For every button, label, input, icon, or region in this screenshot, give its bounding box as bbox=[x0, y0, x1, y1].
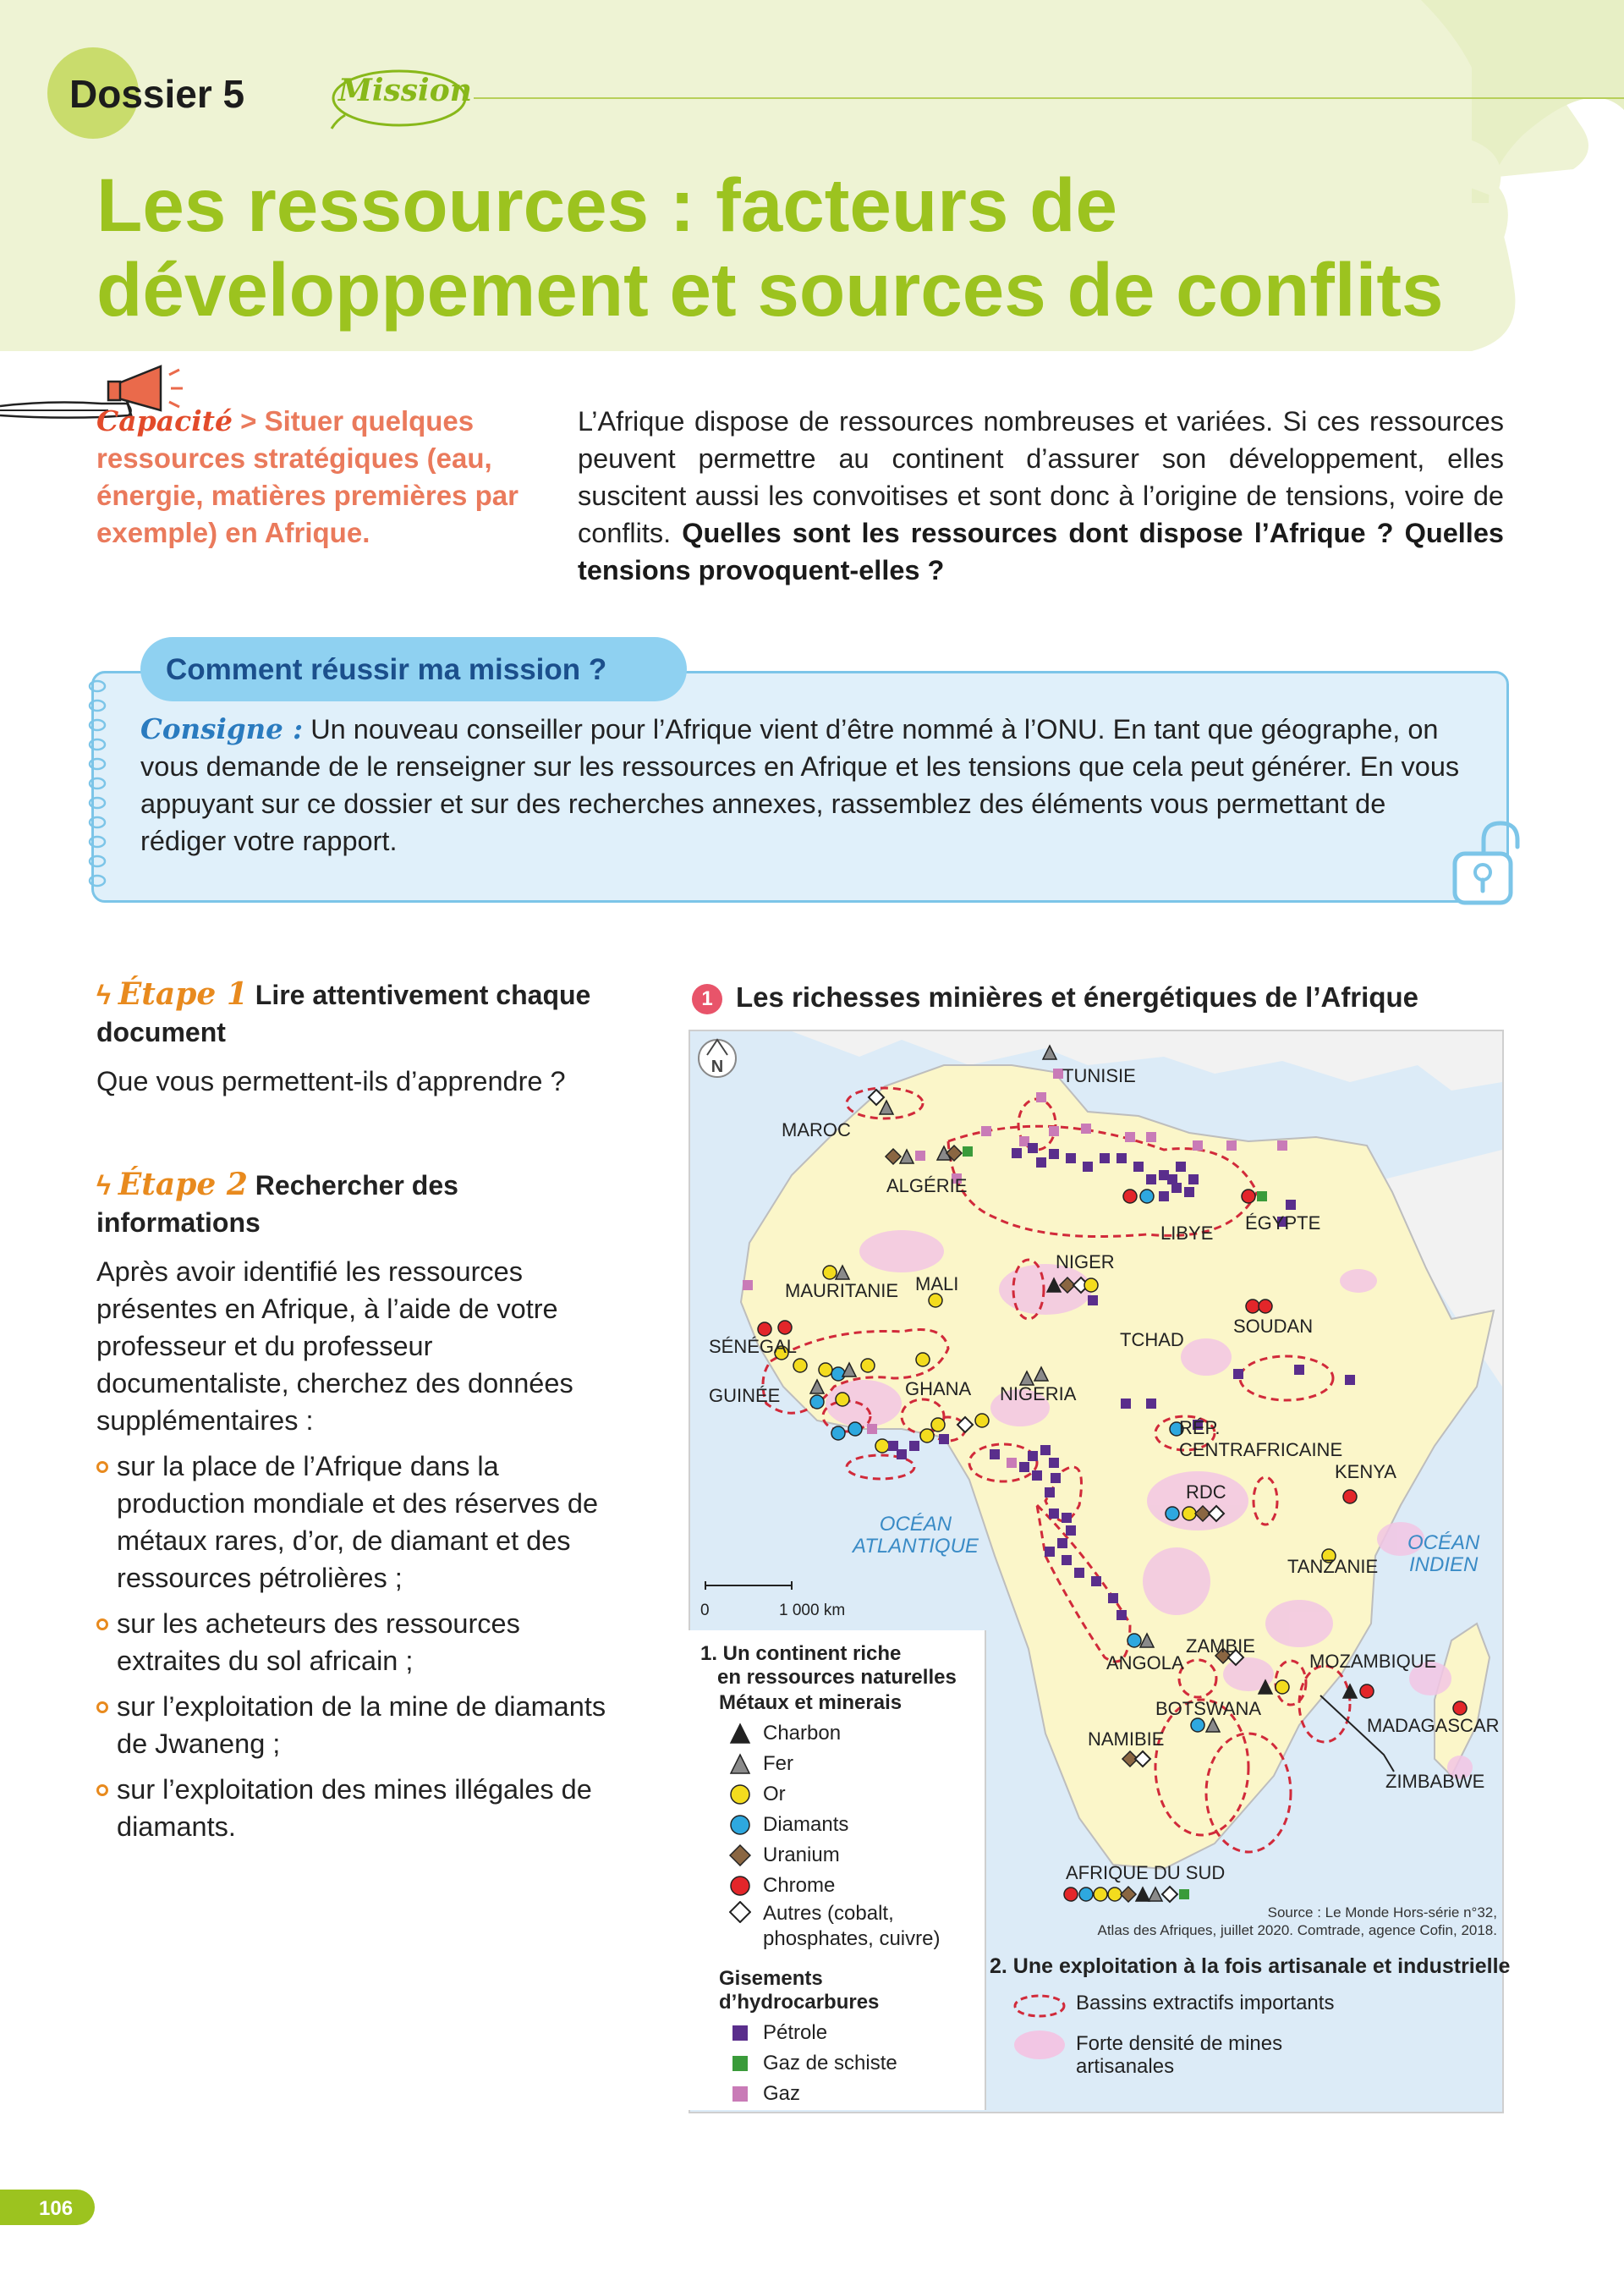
legend-metaux-title: Métaux et minerais bbox=[719, 1691, 903, 1714]
map-marker-pétrole bbox=[1028, 1451, 1038, 1461]
map-marker-or bbox=[1182, 1507, 1196, 1520]
page-number: 106 bbox=[39, 2197, 74, 2220]
etape-2-text: Après avoir identifié les ressources présentes en Afrique, à l’aide de votre professeur et du professeur documentaliste, cherchez des données supplémentaires : bbox=[96, 1256, 573, 1436]
legend-item-label: Diamants bbox=[763, 1813, 849, 1836]
bolt-icon: ϟ bbox=[96, 980, 111, 1010]
metal-legend-item bbox=[729, 1718, 957, 1749]
spiral-ring bbox=[90, 856, 105, 866]
mines-legend-symbol bbox=[1012, 2029, 1067, 2061]
country-tchad: TCHAD bbox=[1120, 1329, 1184, 1350]
legend-item-label: Fer bbox=[763, 1752, 793, 1775]
page-title-line-1: Les ressources : facteurs de bbox=[96, 162, 1118, 247]
scale-zero: 0 bbox=[700, 1602, 710, 1619]
map-marker-gaz bbox=[1226, 1140, 1237, 1151]
page-title bbox=[96, 162, 1450, 332]
map-marker-diamants bbox=[810, 1395, 824, 1409]
dossier-label: Dossier 5 bbox=[69, 72, 245, 116]
country-algerie: ALGÉRIE bbox=[886, 1175, 968, 1196]
map-marker-pétrole bbox=[1345, 1375, 1355, 1385]
intro-question: Quelles sont les ressources dont dispose l’Afrique ? Quelles tensions provoquent-elles ? bbox=[578, 518, 1504, 585]
legend-symbol-icon bbox=[729, 1783, 751, 1805]
map-marker-pétrole bbox=[1045, 1547, 1055, 1557]
map-marker-or bbox=[929, 1294, 942, 1307]
map-marker-pétrole bbox=[1188, 1174, 1199, 1184]
scale-label: 1 000 km bbox=[779, 1602, 846, 1619]
hydrocarbon-legend-item bbox=[729, 2048, 957, 2079]
map-marker-diamants bbox=[831, 1367, 845, 1381]
country-mauritanie: MAURITANIE bbox=[785, 1280, 899, 1301]
legend-section-1-title: 1. Un continent riche en ressources naturelles bbox=[700, 1642, 957, 1689]
legend-item-label: Gaz de schiste bbox=[763, 2052, 897, 2074]
spiral-ring bbox=[90, 876, 105, 886]
etape-2-label: Étape 2 bbox=[118, 1167, 248, 1202]
map-marker-diamants bbox=[1127, 1634, 1141, 1647]
map-marker-or bbox=[793, 1359, 807, 1372]
map-marker-pétrole bbox=[1049, 1458, 1059, 1468]
list-item: sur l’exploitation des mines illégales de diamants. bbox=[96, 1771, 621, 1845]
map-marker-gaz bbox=[1081, 1124, 1091, 1134]
legend-item-label: Charbon bbox=[763, 1722, 842, 1745]
country-zimbabwe: ZIMBABWE bbox=[1385, 1771, 1485, 1792]
spiral-ring bbox=[90, 701, 105, 711]
basin-legend-symbol bbox=[1012, 1992, 1067, 2020]
map-source: Source : Le Monde Hors-série n°32, Atlas des Afriques, juillet 2020. Comtrade, agence Cofin, 2018. bbox=[1097, 1904, 1497, 1938]
etape-2-list bbox=[96, 1448, 621, 1845]
map-marker-gaz bbox=[1007, 1458, 1017, 1468]
country-zambie: ZAMBIE bbox=[1186, 1635, 1255, 1657]
legend-symbol-icon bbox=[729, 2052, 751, 2074]
map-marker-or bbox=[875, 1439, 889, 1453]
legend-item-label: Chrome bbox=[763, 1874, 836, 1897]
notebook-spiral bbox=[85, 671, 110, 899]
legend-content bbox=[700, 1642, 957, 2109]
map-marker-pétrole bbox=[1091, 1576, 1101, 1586]
map-marker-pétrole bbox=[1146, 1174, 1156, 1184]
list-item: sur l’exploitation de la mine de diamants de Jwaneng ; bbox=[96, 1688, 621, 1762]
map-marker-or bbox=[1276, 1680, 1289, 1694]
map-marker-or bbox=[1094, 1888, 1107, 1901]
map-marker-gaz bbox=[1193, 1140, 1203, 1151]
map-marker-or bbox=[819, 1363, 832, 1377]
list-item: sur les acheteurs des ressources extraites du sol africain ; bbox=[96, 1605, 621, 1679]
map-marker-or bbox=[836, 1393, 849, 1406]
map-marker-chrome bbox=[1360, 1684, 1374, 1698]
country-angola: ANGOLA bbox=[1106, 1652, 1184, 1673]
map-marker-pétrole bbox=[1146, 1399, 1156, 1409]
intro-paragraph bbox=[578, 403, 1504, 589]
map-marker-pétrole bbox=[1088, 1295, 1098, 1305]
country-madagascar: MADAGASCAR bbox=[1367, 1715, 1500, 1736]
etape-2 bbox=[96, 1166, 621, 1854]
map-marker-gaz bbox=[743, 1280, 753, 1290]
map-marker-pétrole bbox=[909, 1441, 919, 1451]
spiral-ring bbox=[90, 837, 105, 847]
map-marker-pétrole bbox=[990, 1449, 1000, 1459]
map-marker-chrome bbox=[1259, 1300, 1272, 1313]
country-guinee: GUINÉE bbox=[709, 1385, 781, 1406]
map-marker-pétrole bbox=[1133, 1162, 1144, 1172]
etape-1 bbox=[96, 975, 621, 1100]
map-marker-gaz bbox=[1125, 1132, 1135, 1142]
map-marker-pétrole bbox=[1159, 1191, 1169, 1201]
map-marker-pétrole bbox=[1019, 1462, 1029, 1472]
country-namibie: NAMIBIE bbox=[1088, 1728, 1165, 1750]
metal-legend-item bbox=[729, 1779, 957, 1810]
map-marker-chrome bbox=[758, 1322, 771, 1336]
map-marker-pétrole bbox=[939, 1434, 949, 1444]
legend-section-2-title: 2. Une exploitation à la fois artisanale et industrielle bbox=[990, 1954, 1511, 1978]
header-rule bbox=[474, 97, 1624, 99]
legend-symbol-icon bbox=[729, 1901, 751, 1923]
map-marker-pétrole bbox=[897, 1449, 907, 1459]
legend-item-label: Gaz bbox=[763, 2082, 801, 2105]
map-marker-pétrole bbox=[1045, 1487, 1055, 1497]
map-marker-diamants bbox=[1166, 1507, 1179, 1520]
map-marker-or bbox=[920, 1429, 934, 1442]
etape-2-heading bbox=[96, 1166, 621, 1241]
country-niger: NIGER bbox=[1056, 1251, 1115, 1272]
map-marker-pétrole bbox=[1108, 1593, 1118, 1603]
map-marker-pétrole bbox=[1032, 1470, 1042, 1481]
map-marker-or bbox=[931, 1418, 945, 1431]
map-marker-pétrole bbox=[1074, 1568, 1084, 1578]
north-arrow-label: N bbox=[710, 1058, 724, 1076]
country-maroc: MAROC bbox=[782, 1119, 851, 1140]
map-marker-diamants bbox=[848, 1422, 862, 1436]
country-libye: LIBYE bbox=[1160, 1223, 1214, 1244]
map-marker-gaz bbox=[1277, 1140, 1287, 1151]
intro-text: L’Afrique dispose de ressources nombreuses et variées. Si ces ressources peuvent permettre au continent d’assurer son développement, elles suscitent aussi les convoitises et sont donc à l’origine de tensions, voire de conflits. bbox=[578, 406, 1504, 548]
map-marker-pétrole bbox=[1049, 1149, 1059, 1159]
map-marker-diamants bbox=[1079, 1888, 1093, 1901]
country-soudan: SOUDAN bbox=[1233, 1316, 1314, 1337]
legend-symbol-icon bbox=[729, 1814, 751, 1836]
metal-legend-item bbox=[729, 1749, 957, 1779]
map-marker-gaz bbox=[1036, 1092, 1046, 1102]
map-marker-gaz bbox=[981, 1126, 991, 1136]
legend-item-label: Uranium bbox=[763, 1844, 840, 1866]
legend-item-label: Or bbox=[763, 1783, 786, 1805]
map-marker-or bbox=[916, 1353, 930, 1366]
mission-tab-title: Comment réussir ma mission ? bbox=[166, 653, 607, 686]
etape-1-text: Que vous permettent-ils d’apprendre ? bbox=[96, 1066, 566, 1096]
map-marker-diamants bbox=[1191, 1718, 1204, 1732]
map-marker-pétrole bbox=[1294, 1365, 1304, 1375]
map-marker-pétrole bbox=[1062, 1513, 1072, 1523]
figure-number: 1 bbox=[692, 984, 722, 1014]
map-marker-or bbox=[1084, 1278, 1098, 1292]
map-marker-or bbox=[975, 1414, 989, 1427]
country-rdc: RDC bbox=[1186, 1481, 1226, 1503]
map-marker-pétrole bbox=[1176, 1162, 1186, 1172]
bolt-icon: ϟ bbox=[96, 1170, 111, 1201]
metal-legend-item bbox=[729, 1810, 957, 1840]
legend-item-label: Autres (cobalt, phosphates, cuivre) bbox=[763, 1902, 941, 1950]
spiral-ring bbox=[90, 720, 105, 730]
country-nigeria: NIGERIA bbox=[1000, 1383, 1077, 1404]
map-marker-pétrole bbox=[1057, 1538, 1067, 1548]
map-marker-or bbox=[861, 1359, 875, 1372]
ocean-atlantique: OCÉAN ATLANTIQUE bbox=[853, 1513, 979, 1558]
country-afrique-du-sud: AFRIQUE DU SUD bbox=[1066, 1862, 1226, 1883]
capacite-text: Situer quelques ressources stratégiques (eau, énergie, matières premières par exemple) en Afrique. bbox=[96, 405, 518, 548]
legend-symbol-icon bbox=[729, 2022, 751, 2044]
map-marker-chrome bbox=[1123, 1190, 1137, 1203]
map-marker-pétrole bbox=[1062, 1555, 1072, 1565]
unlock-icon bbox=[1448, 816, 1524, 908]
country-egypte: ÉGYPTE bbox=[1245, 1212, 1321, 1234]
map-marker-pétrole bbox=[1121, 1399, 1131, 1409]
legend-hydro-title: Gisements d’hydrocarbures bbox=[719, 1967, 880, 2014]
map-marker-gaz bbox=[1179, 1889, 1189, 1899]
map-marker-diamants bbox=[1140, 1190, 1154, 1203]
metal-legend-item bbox=[729, 1840, 957, 1871]
map-marker-gaz bbox=[1049, 1126, 1059, 1136]
figure-title: Les richesses minières et énergétiques de l’Afrique bbox=[736, 981, 1418, 1013]
map-marker-gaz bbox=[867, 1424, 877, 1434]
legend-symbol-icon bbox=[729, 1753, 751, 1775]
legend-hydro-list bbox=[729, 2018, 957, 2109]
map-marker-pétrole bbox=[1051, 1473, 1061, 1483]
legend-symbol-icon bbox=[729, 1723, 751, 1745]
etape-2-title: Rechercher des informations bbox=[96, 1170, 458, 1238]
etape-1-title: Lire attentivement chaque document bbox=[96, 980, 591, 1047]
map-marker-chrome bbox=[1246, 1300, 1259, 1313]
etape-1-heading bbox=[96, 975, 621, 1051]
map-marker-chrome bbox=[778, 1321, 792, 1334]
hydrocarbon-legend-item bbox=[729, 2079, 957, 2109]
metal-legend-item bbox=[729, 1871, 957, 1901]
spiral-ring bbox=[90, 778, 105, 789]
map-marker-pétrole bbox=[1012, 1148, 1022, 1158]
map-marker-gaz bbox=[915, 1151, 925, 1161]
metal-legend-item bbox=[729, 1901, 957, 1952]
country-kenya: KENYA bbox=[1335, 1461, 1396, 1482]
map-marker-pétrole bbox=[1083, 1162, 1093, 1172]
consigne-paragraph bbox=[140, 711, 1463, 860]
map-marker-pétrole bbox=[1040, 1445, 1051, 1455]
country-ghana: GHANA bbox=[905, 1378, 972, 1399]
capacite-label: Capacité bbox=[96, 404, 233, 437]
list-item: sur la place de l’Afrique dans la production mondiale et des réserves de métaux rares, d’or, de diamant et des ressources pétrolières ; bbox=[96, 1448, 621, 1596]
etape-1-label: Étape 1 bbox=[118, 976, 248, 1012]
map-marker-pétrole bbox=[1066, 1153, 1076, 1163]
map-marker-gaz bbox=[963, 1146, 973, 1157]
legend-mines-label: Forte densité de mines artisanales bbox=[1076, 2032, 1283, 2078]
map-marker-diamants bbox=[831, 1426, 845, 1440]
map-marker-or bbox=[823, 1266, 837, 1279]
country-senegal: SÉNÉGAL bbox=[709, 1336, 797, 1357]
legend-symbol-icon bbox=[729, 1844, 751, 1866]
country-tanzanie: TANZANIE bbox=[1287, 1556, 1379, 1577]
country-mali: MALI bbox=[915, 1273, 959, 1294]
mission-badge-text: Mission bbox=[338, 73, 472, 108]
map-marker-pétrole bbox=[1049, 1508, 1059, 1519]
map-marker-pétrole bbox=[1100, 1153, 1110, 1163]
country-rca: RÉP. CENTRAFRICAINE bbox=[1179, 1417, 1343, 1460]
map-marker-pétrole bbox=[1116, 1610, 1127, 1620]
consigne-text: Un nouveau conseiller pour l’Afrique vient d’être nommé à l’ONU. En tant que géographe, on vous demande de le renseigner sur les ressources en Afrique et les tensions que cela peut générer. En vous appuyant sur ce dossier et sur des recherches annexes, rassemblez des éléments vous permettant de rédiger votre rapport. bbox=[140, 714, 1460, 856]
map-marker-pétrole bbox=[1116, 1153, 1127, 1163]
hydrocarbon-legend-item bbox=[729, 2018, 957, 2048]
map-marker-or bbox=[1108, 1888, 1122, 1901]
legend-symbol-icon bbox=[729, 2083, 751, 2105]
consigne-label: Consigne : bbox=[140, 712, 304, 745]
capacite-block bbox=[96, 403, 536, 552]
map-marker-chrome bbox=[1343, 1490, 1357, 1503]
legend-item-label: Pétrole bbox=[763, 2021, 828, 2044]
map-legend bbox=[689, 1630, 986, 2110]
ocean-indien: OCÉAN INDIEN bbox=[1407, 1531, 1480, 1576]
spiral-ring bbox=[90, 817, 105, 827]
spiral-ring bbox=[90, 759, 105, 769]
north-arrow-icon bbox=[699, 1040, 736, 1077]
map-marker-pétrole bbox=[1286, 1200, 1296, 1210]
country-tunisie: TUNISIE bbox=[1062, 1065, 1136, 1086]
map-marker-chrome bbox=[1453, 1701, 1467, 1715]
map-marker-pétrole bbox=[1036, 1157, 1046, 1168]
map-marker-pétrole bbox=[1171, 1183, 1182, 1193]
map-marker-gaz bbox=[1257, 1191, 1267, 1201]
legend-metaux-list bbox=[729, 1718, 957, 1952]
map-marker-pétrole bbox=[1233, 1369, 1243, 1379]
map-marker-gaz bbox=[1146, 1132, 1156, 1142]
spiral-ring bbox=[90, 681, 105, 691]
spiral-ring bbox=[90, 739, 105, 750]
page-title-line-2: développement et sources de conflits bbox=[96, 247, 1444, 332]
legend-symbol-icon bbox=[729, 1875, 751, 1897]
map-marker-chrome bbox=[1064, 1888, 1078, 1901]
capacite-arrow: > bbox=[232, 405, 265, 437]
spiral-ring bbox=[90, 798, 105, 808]
map-marker-pétrole bbox=[1066, 1525, 1076, 1536]
map-marker-chrome bbox=[1242, 1190, 1255, 1203]
country-botswana: BOTSWANA bbox=[1155, 1698, 1262, 1719]
map-marker-pétrole bbox=[1184, 1187, 1194, 1197]
legend-bassins-label: Bassins extractifs importants bbox=[1076, 1992, 1335, 2014]
map-marker-pétrole bbox=[1028, 1143, 1038, 1153]
country-mozambique: MOZAMBIQUE bbox=[1309, 1651, 1437, 1672]
